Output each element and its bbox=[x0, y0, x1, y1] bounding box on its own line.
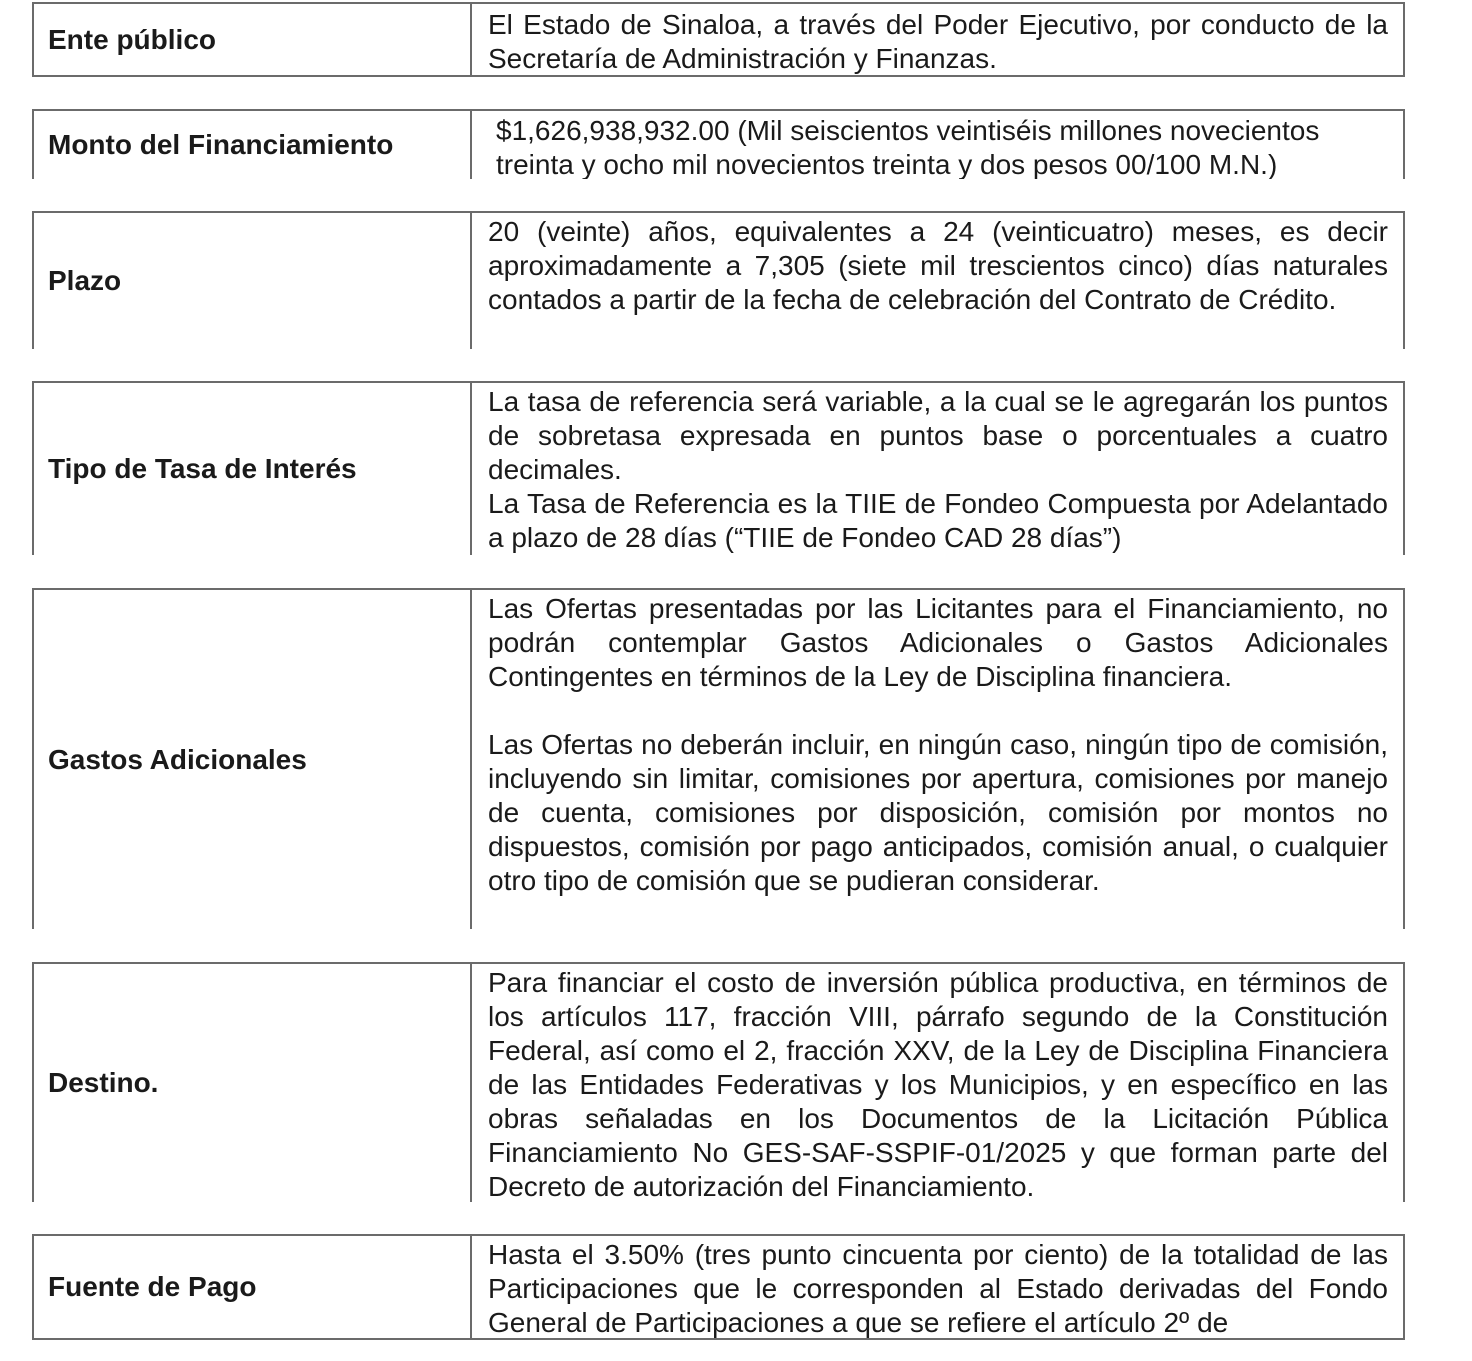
paragraph: Hasta el 3.50% (tres punto cincuenta por ciento) de la totalidad de las Participaciones que le corresponden al Estado derivadas del Fondo General de Participaciones a que se refiere el artículo 2º de bbox=[488, 1239, 1388, 1338]
value-monto-financiamiento bbox=[472, 111, 1403, 179]
row-tipo-tasa-interes bbox=[32, 381, 1405, 555]
paragraph: Las Ofertas presentadas por las Licitantes para el Financiamiento, no podrán contemplar Gastos Adicionales o Gastos Adicionales Contingentes en términos de la Ley de Disciplina financiera. bbox=[488, 593, 1388, 692]
value-fuente-de-pago bbox=[472, 1236, 1403, 1338]
value-tipo-tasa-interes bbox=[472, 383, 1403, 555]
row-gastos-adicionales bbox=[32, 588, 1405, 929]
label-plazo: Plazo bbox=[34, 213, 472, 349]
row-plazo bbox=[32, 211, 1405, 349]
label-destino: Destino. bbox=[34, 964, 472, 1202]
label-fuente-de-pago: Fuente de Pago bbox=[34, 1236, 472, 1338]
paragraph: Las Ofertas no deberán incluir, en ningún caso, ningún tipo de comisión, incluyendo sin limitar, comisiones por apertura, comisiones por manejo de cuenta, comisiones por disposición, comisión por montos no dispuestos, comisión por pago anticipados, comisión anual, o cualquier otro tipo de comisión que se pudieran considerar. bbox=[488, 729, 1388, 896]
value-destino bbox=[472, 964, 1403, 1202]
paragraph: 20 (veinte) años, equivalentes a 24 (veinticuatro) meses, es decir aproximadamente a 7,305 (siete mil trescientos cinco) días naturales contados a partir de la fecha de celebración del Contrato de Crédito. bbox=[488, 216, 1388, 315]
paragraph: $1,626,938,932.00 (Mil seiscientos veintiséis millones novecientos treinta y ocho mil novecientos treinta y dos pesos 00/100 M.N.) bbox=[496, 115, 1320, 179]
label-monto-financiamiento: Monto del Financiamiento bbox=[34, 111, 472, 179]
value-gastos-adicionales bbox=[472, 590, 1403, 929]
paragraph: El Estado de Sinaloa, a través del Poder Ejecutivo, por conducto de la Secretaría de Administración y Finanzas. bbox=[488, 9, 1388, 74]
paragraph: La tasa de referencia será variable, a la cual se le agregarán los puntos de sobretasa expresada en puntos base o porcentuales a cuatro decimales. bbox=[488, 386, 1388, 485]
label-tipo-tasa-interes: Tipo de Tasa de Interés bbox=[34, 383, 472, 555]
row-fuente-de-pago bbox=[32, 1234, 1405, 1340]
paragraph: Para financiar el costo de inversión pública productiva, en términos de los artículos 117, fracción VIII, párrafo segundo de la Constitución Federal, así como el 2, fracción XXV, de la Ley de Disciplina Financiera de las Entidades Federativas y los Municipios, y en específico en las obras señaladas en los Documentos de la Licitación Pública Financiamiento No GES-SAF-SSPIF-01/2025 y que forman parte del Decreto de autorización del Financiamiento. bbox=[488, 967, 1388, 1202]
label-gastos-adicionales: Gastos Adicionales bbox=[34, 590, 472, 929]
value-plazo bbox=[472, 213, 1403, 349]
row-ente-publico bbox=[32, 2, 1405, 77]
paragraph: La Tasa de Referencia es la TIIE de Fondeo Compuesta por Adelantado a plazo de 28 días (“TIIE de Fondeo CAD 28 días”) bbox=[488, 488, 1388, 553]
label-ente-publico: Ente público bbox=[34, 4, 472, 75]
value-ente-publico bbox=[472, 4, 1403, 75]
paragraph-gap bbox=[488, 694, 1388, 728]
row-monto-financiamiento bbox=[32, 109, 1405, 179]
row-destino bbox=[32, 962, 1405, 1202]
